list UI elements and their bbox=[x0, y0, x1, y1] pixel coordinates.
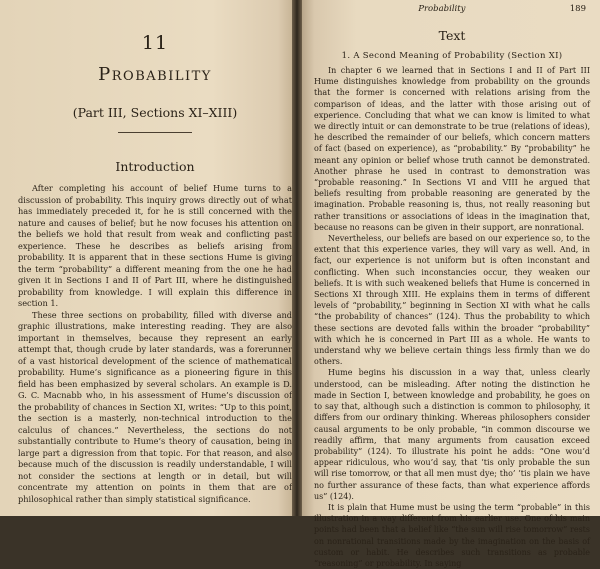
paragraph: Hume begins his discussion in a way that, unless clearly understood, can be misleading. After noting the distinction he made in Section I, between knowledge and probability, he goes on to say that, although such a distinction is common to philosophy, it differs from our ordinary thinking. Whereas philosophers consider causal arguments to be only probable, “in common discourse we readily affirm, that many arguments from causation exceed probability” (124). To illustrate his point he adds: “One wou’d appear ridiculous, who wou’d say, that ’tis only probable the sun will rise tomorrow, or that all men must dye; tho’ ’tis plain we have no further assurance of these facts, than what experience affords us” (124). bbox=[314, 368, 590, 501]
chapter-number: 11 bbox=[141, 32, 169, 54]
subsection-title: 1. A Second Meaning of Probability (Section XI) bbox=[341, 51, 563, 61]
book-gutter bbox=[292, 0, 302, 516]
running-head bbox=[314, 4, 590, 14]
section-heading: Introduction bbox=[115, 159, 195, 174]
page-number: 189 bbox=[569, 4, 586, 14]
chapter-title: Probability bbox=[98, 64, 212, 85]
paragraph: It is plain that Hume must be using the term “probable” in this illustration in a way different from his earlier use. One of his main points had been that a belief like “the sun will rise tomorrow” rests on nonrational transitions made by the imagination on the basis of custom or habit. He describes such transitions as probable “reasoning” or probability. In saying bbox=[314, 502, 590, 568]
paragraph: These three sections on probability, filled with diverse and graphic illustrations, make interesting reading. They are also important in themselves, because they represent an early attempt that, though crude by later standards, was a forerunner of a vast historical development of the science of mathematical probability. Hume’s significance as a pioneering figure in this field has been emphasized by several scholars. An example is D. G. C. Macnabb who, in his assessment of Hume’s discussion of the probability of chances in Section XI, writes: “Up to this point, the section is a masterly, non-technical introduction to the calculus of chances.” Nevertheless, the sections do not substantially contribute to Hume’s theory of causation, being in large part a digression from that topic. For that reason, and also because much of the discussion is readily understandable, I will not consider the sections at length or in detail, but will concentrate my attention on points in them that are of philosophical rather than simply statistical significance. bbox=[18, 309, 292, 504]
paragraph: Nevertheless, our beliefs are based on our experience so, to the extent that this experience varies, they will vary as well. And, in fact, our experience is not uniform but is often inconstant and conflicting. When such inconstancies occur, they weaken our beliefs. It is with such weakened beliefs that Hume is concerned in Sections XI through XIII. He explains them in terms of different levels of “probability,” beginning in Section XI with what he calls “the probability of chances” (124). Thus the probability to which these sections are devoted falls within the broader “probability” with which he is concerned in Part III as a whole. He wants to understand why we believe certain things less firmly than we do others. bbox=[314, 234, 590, 367]
paragraph: After completing his account of belief Hume turns to a discussion of probability. This inquiry grows directly out of what has immediately preceded it, for he is still concerned with the nature and causes of belief; but he now focuses his attention on the beliefs we hold that result from weak and conflicting past experience. These he describes as beliefs arising from probability. It is apparent that in these sections Hume is giving the term “probability” a different meaning from the one he had given it in Sections I and II of Part III, where he distinguished probability from knowledge. I will explain this difference in section 1. bbox=[18, 183, 292, 308]
running-head-title: Probability bbox=[418, 4, 466, 14]
left-body-text bbox=[18, 183, 292, 505]
right-page bbox=[296, 0, 600, 568]
chapter-divider bbox=[118, 132, 192, 133]
section-title: Text bbox=[438, 28, 466, 43]
left-page bbox=[0, 0, 302, 516]
chapter-subtitle: (Part III, Sections XI–XIII) bbox=[72, 105, 238, 120]
paragraph: In chapter 6 we learned that in Sections I and II of Part III Hume distinguishes knowledge from probability on the grounds that the former is concerned with relations arising from the comparison of ideas, and the latter with those arising out of experience. Concluding that what we can know is limited to what we directly intuit or can demonstrate to be true (relations of ideas), he described the remainder of our beliefs, which concern matters of fact (based on experience), as “probability.” By “probability” he meant any opinion or belief whose truth cannot be demonstrated. Another phrase he used in contrast to demonstration was “probable reasoning.” In Sections VI and VIII he argued that beliefs resulting from probable reasoning are generated by the imagination. Probable reasoning is, thus, not really reasoning but rather transitions or associations of ideas in the imagination that, because no reasons can be given in their support, are nonrational. bbox=[314, 66, 590, 232]
right-body-text bbox=[314, 65, 590, 569]
